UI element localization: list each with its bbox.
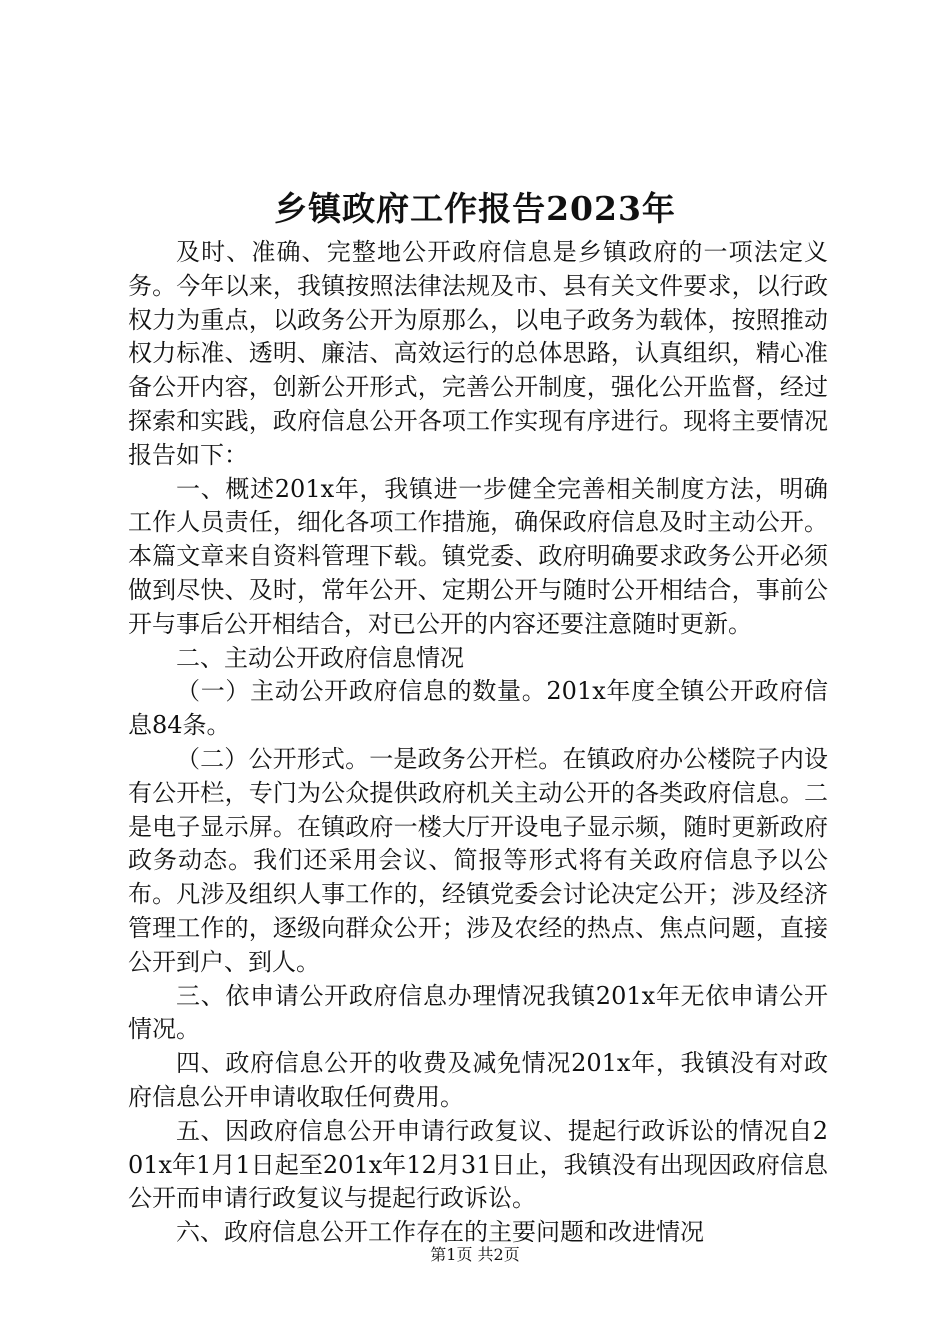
paragraph-section-2-heading: 二、主动公开政府信息情况 <box>176 643 464 672</box>
document-title: 乡镇政府工作报告2023年 <box>274 189 676 228</box>
paragraph-section-2-2: （二）公开形式。一是政务公开栏。在镇政府办公楼院子内设有公开栏，专门为公众提供政府机关主动公开的各类政府信息。二是电子显示屏。在镇政府一楼大厅开设电子显示频，随时更新政府政务动态。我们还采用会议、简报等形式将有关政府信息予以公布。凡涉及组织人事工作的，经镇党委会讨论决定公开；涉及经济管理工作的，逐级向群众公开；涉及农经的热点、焦点问题，直接公开到户、到人。 <box>128 744 828 976</box>
paragraph-section-2-1: （一）主动公开政府信息的数量。201x年度全镇公开政府信息84条。 <box>128 677 828 740</box>
paragraph-section-3: 三、依申请公开政府信息办理情况我镇201x年无依申请公开情况。 <box>128 981 828 1044</box>
page-number-footer: 第1页 共2页 <box>430 1245 520 1264</box>
paragraph-section-6: 六、政府信息公开工作存在的主要问题和改进情况 <box>176 1218 704 1247</box>
paragraph-section-1: 一、概述201x年，我镇进一步健全完善相关制度方法，明确工作人员责任，细化各项工作措施，确保政府信息及时主动公开。本篇文章来自资料管理下载。镇党委、政府明确要求政务公开必须做到尽快、及时，常年公开、定期公开与随时公开相结合，事前公开与事后公开相结合，对已公开的内容还要注意随时更新。 <box>128 474 828 638</box>
paragraph-intro: 及时、准确、完整地公开政府信息是乡镇政府的一项法定义务。今年以来，我镇按照法律法规及市、县有关文件要求，以行政权力为重点，以政务公开为原那么，以电子政务为载体，按照推动权力标准、透明、廉洁、高效运行的总体思路，认真组织，精心准备公开内容，创新公开形式，完善公开制度，强化公开监督，经过探索和实践，政府信息公开各项工作实现有序进行。现将主要情况报告如下： <box>128 238 828 469</box>
document-body <box>128 236 828 1250</box>
paragraph-section-4: 四、政府信息公开的收费及减免情况201x年，我镇没有对政府信息公开申请收取任何费用。 <box>128 1049 828 1111</box>
paragraph-section-5: 五、因政府信息公开申请行政复议、提起行政诉讼的情况自201x年1月1日起至201x年12月31日止，我镇没有出现因政府信息公开而申请行政复议与提起行政诉讼。 <box>128 1116 828 1213</box>
